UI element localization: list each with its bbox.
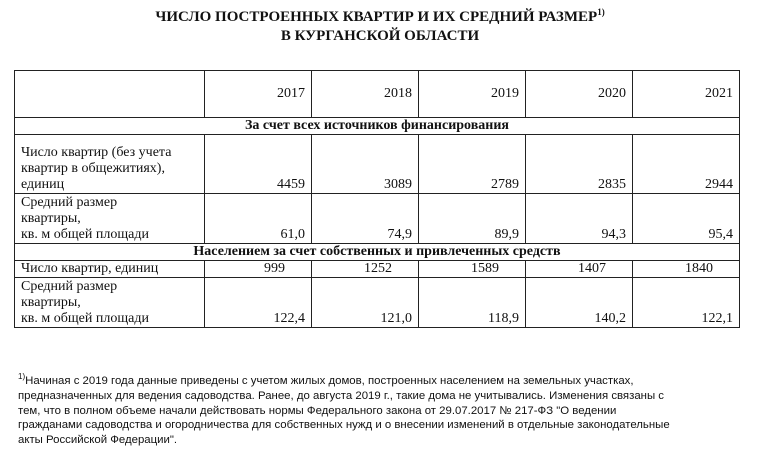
row-label: Средний размер квартиры, кв. м общей площади (15, 194, 205, 244)
statistics-table (14, 70, 740, 328)
table-row-average-size (15, 194, 740, 244)
year-header-2021: 2021 (633, 71, 740, 118)
year-header-2019: 2019 (419, 71, 526, 118)
table-row-population-average-size (15, 278, 740, 328)
title-footnote-marker: 1) (597, 7, 605, 17)
value-cell: 2835 (526, 135, 633, 194)
footnote-line-5: акты Российской Федерации". (18, 434, 178, 447)
footnote (18, 374, 744, 448)
title-line-1: ЧИСЛО ПОСТРОЕННЫХ КВАРТИР И ИХ СРЕДНИЙ РАЗМЕР$^{1)}$ (155, 7, 605, 25)
footnote-line-4: гражданами садоводства и огородничества для собственных нужд и о внесении изменений в отдельные законодательные (18, 419, 670, 432)
value-cell: 1407 (526, 261, 633, 278)
year-header-row (15, 71, 740, 118)
footnote-line-3: тем, что в полном объеме начали действовать нормы Федерального закона от 29.07.2017 № 217-ФЗ "О ведении (18, 404, 617, 417)
value-cell: 1252 (312, 261, 419, 278)
row-label: Число квартир (без учета квартир в общежитиях), единиц (15, 135, 205, 194)
value-cell: 95,4 (633, 194, 740, 244)
value-cell: 999 (205, 261, 312, 278)
value-cell: 1840 (633, 261, 740, 278)
table-row-apartments-count (15, 135, 740, 194)
section-title-all-sources: За счет всех источников финансирования (15, 118, 740, 135)
value-cell: 2944 (633, 135, 740, 194)
page-title (0, 8, 760, 46)
year-header-2020: 2020 (526, 71, 633, 118)
value-cell: 118,9 (419, 278, 526, 328)
value-cell: 122,4 (205, 278, 312, 328)
year-header-2017: 2017 (205, 71, 312, 118)
value-cell: 1589 (419, 261, 526, 278)
section-header-all-sources (15, 118, 740, 135)
footnote-marker: 1) (18, 372, 26, 382)
value-cell: 121,0 (312, 278, 419, 328)
footnote-line-2: предназначенных для ведения садоводства. Ранее, до августа 2019 г., такие дома не учитывались. Изменения связаны с (18, 389, 664, 402)
year-header-2018: 2018 (312, 71, 419, 118)
value-cell: 3089 (312, 135, 419, 194)
value-cell: 122,1 (633, 278, 740, 328)
footnote-line-1: $^{1)}$Начиная с 2019 года данные приведены с учетом жилых домов, построенных населением на земельных участках, (18, 372, 634, 387)
value-cell: 89,9 (419, 194, 526, 244)
title-line-2: В КУРГАНСКОЙ ОБЛАСТИ (280, 28, 480, 44)
value-cell: 61,0 (205, 194, 312, 244)
row-label: Средний размер квартиры, кв. м общей площади (15, 278, 205, 328)
value-cell: 74,9 (312, 194, 419, 244)
row-label: Число квартир, единиц (15, 261, 205, 278)
value-cell: 4459 (205, 135, 312, 194)
header-corner-cell (15, 71, 205, 118)
value-cell: 94,3 (526, 194, 633, 244)
section-header-population (15, 244, 740, 261)
value-cell: 140,2 (526, 278, 633, 328)
value-cell: 2789 (419, 135, 526, 194)
section-title-population: Населением за счет собственных и привлеченных средств (15, 244, 740, 261)
table-row-population-apartments-count (15, 261, 740, 278)
